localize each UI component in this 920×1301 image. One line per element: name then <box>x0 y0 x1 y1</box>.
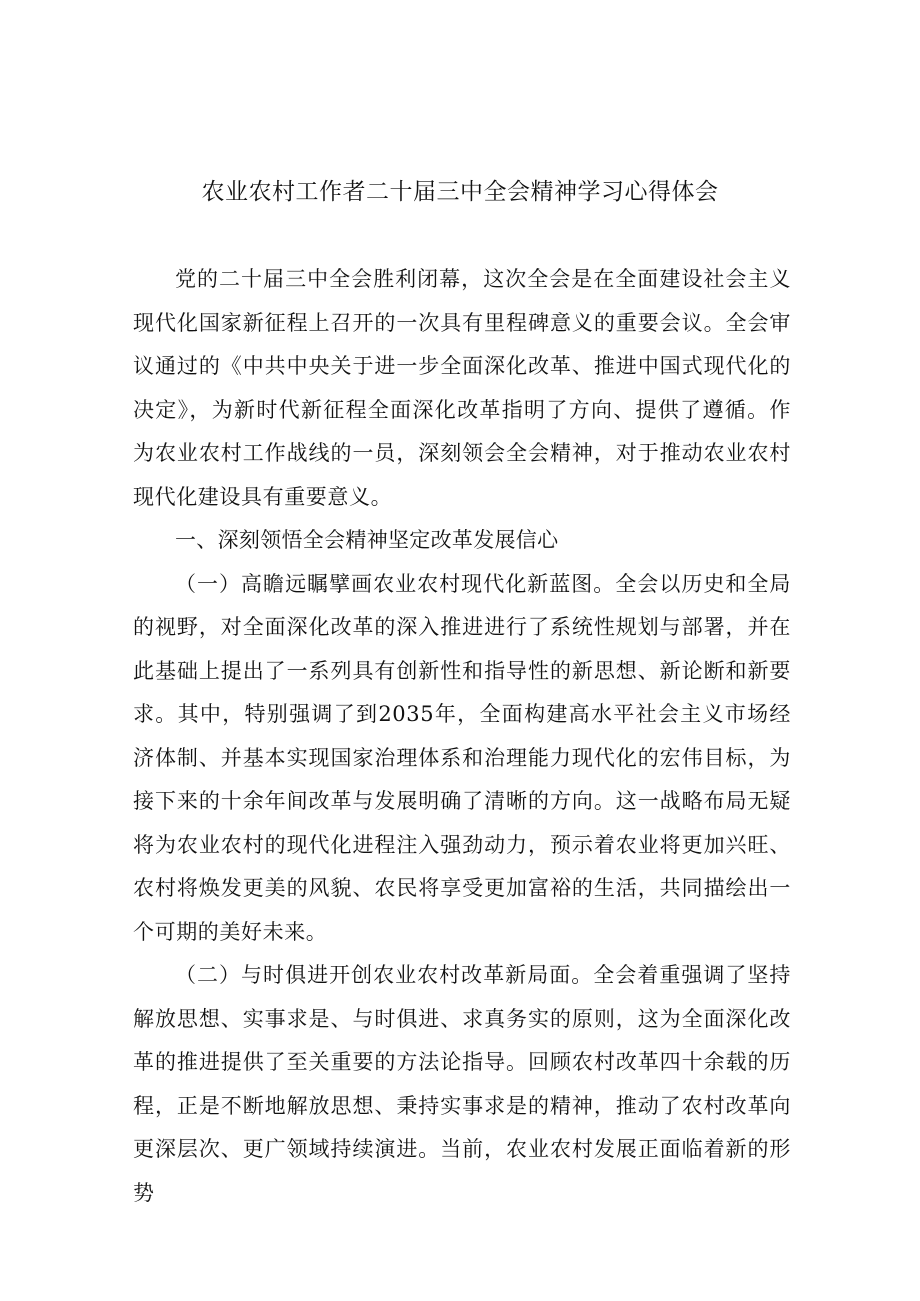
paragraph-1: （一）高瞻远瞩擘画农业农村现代化新蓝图。全会以历史和全局的视野，对全面深化改革的深入推进进行了系统性规划与部署，并在此基础上提出了一系列具有创新性和指导性的新思想、新论断和新要求。其中，特别强调了到2035年，全面构建高水平社会主义市场经济体制、并基本实现国家治理体系和治理能力现代化的宏伟目标，为接下来的十余年间改革与发展明确了清晰的方向。这一战略布局无疑将为农业农村的现代化进程注入强劲动力，预示着农业将更加兴旺、农村将焕发更美的风貌、农民将享受更加富裕的生活，共同描绘出一个可期的美好未来。 <box>133 571 791 944</box>
intro-paragraph: 党的二十届三中全会胜利闭幕，这次全会是在全面建设社会主义现代化国家新征程上召开的一次具有里程碑意义的重要会议。全会审议通过的《中共中央关于进一步全面深化改革、推进中国式现代化的决定》，为新时代新征程全面深化改革指明了方向、提供了遵循。作为农业农村工作战线的一员，深刻领会全会精神，对于推动农业农村现代化建设具有重要意义。 <box>133 267 791 509</box>
section-heading-1: 一、深刻领悟全会精神坚定改革发展信心 <box>175 528 559 552</box>
document-title: 农业农村工作者二十届三中全会精神学习心得体会 <box>201 179 719 205</box>
document-body <box>133 258 791 1215</box>
paragraph-2: （二）与时俱进开创农业农村改革新局面。全会着重强调了坚持解放思想、实事求是、与时俱进、求真务实的原则，这为全面深化改革的推进提供了至关重要的方法论指导。回顾农村改革四十余载的历程，正是不断地解放思想、秉持实事求是的精神，推动了农村改革向更深层次、更广领域持续演进。当前，农业农村发展正面临着新的形势 <box>133 963 791 1205</box>
